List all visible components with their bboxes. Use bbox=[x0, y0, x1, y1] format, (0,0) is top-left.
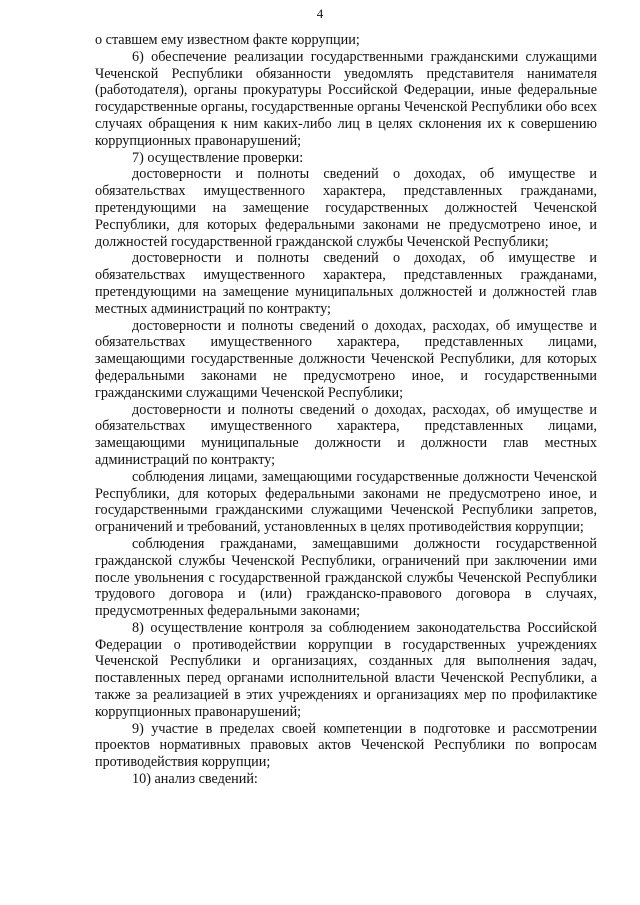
paragraph-check-former-servants: соблюдения гражданами, замещавшими должности государственной гражданской службы Чеченской Республики, ограничений при заключении ими после увольнения с государственной гражданской службы Чеченской Республики трудового договора и (или) гражданско-правового договора в случаях, предусмотренных федеральными законами; bbox=[95, 535, 597, 620]
page-number: 4 bbox=[316, 6, 324, 21]
paragraph-item-7: 7) осуществление проверки: bbox=[132, 149, 304, 166]
paragraph-check-compliance: соблюдения лицами, замещающими государственные должности Чеченской Республики, для которых федеральными законами не предусмотрено иное, и государственными гражданскими служащими Чеченской Республики запретов, ограничений и требований, установленных в целях противодействия коррупции; bbox=[95, 468, 597, 536]
paragraph-item-6: 6) обеспечение реализации государственными гражданскими служащими Чеченской Республики обязанности уведомлять представителя нанимателя (работодателя), органы прокуратуры Российской Федерации, иные федеральные государственные органы, государственные органы Чеченской Республики обо всех случаях обращения к ним каких-либо лиц в целях склонения их к совершению коррупционных правонарушений; bbox=[95, 48, 597, 149]
paragraph-check-candidates-state: достоверности и полноты сведений о доходах, об имуществе и обязательствах имущественного характера, представленных гражданами, претендующими на замещение государственных должностей Чеченской Республики, для которых федеральными законами не предусмотрено иное, и должностей государственной гражданской службы Чеченской Республики; bbox=[95, 166, 597, 250]
paragraph-continuation: о ставшем ему известном факте коррупции; bbox=[95, 32, 360, 48]
paragraph-check-officials-municipal: достоверности и полноты сведений о доходах, расходах, об имуществе и обязательствах имущественного характера, представленных лицами, замещающими муниципальные должности и должности глав местных администраций по контракту; bbox=[95, 401, 597, 468]
paragraph-check-candidates-municipal: достоверности и полноты сведений о доходах, об имуществе и обязательствах имущественного характера, представленных гражданами, претендующими на замещение муниципальных должностей и должностей глав местных администраций по контракту; bbox=[95, 250, 597, 317]
paragraph-item-9: 9) участие в пределах своей компетенции в подготовке и рассмотрении проектов нормативных правовых актов Чеченской Республики по вопросам противодействия коррупции; bbox=[95, 720, 597, 771]
paragraph-item-10: 10) анализ сведений: bbox=[132, 771, 258, 788]
paragraph-item-8: 8) осуществление контроля за соблюдением законодательства Российской Федерации о противодействии коррупции в государственных учреждениях Чеченской Республики и организациях, созданных для выполнения задач, поставленных перед органами исполнительной власти Чеченской Республики, а также за реализацией в этих учреждениях и организациях мер по профилактике коррупционных правонарушений; bbox=[95, 619, 597, 720]
paragraph-check-officials-state: достоверности и полноты сведений о доходах, расходах, об имуществе и обязательствах имущественного характера, представленных лицами, замещающими государственные должности Чеченской Республики, для которых федеральными законами не предусмотрено иное, и государственными гражданскими служащими Чеченской Республики; bbox=[95, 317, 597, 401]
body-text bbox=[95, 32, 597, 788]
